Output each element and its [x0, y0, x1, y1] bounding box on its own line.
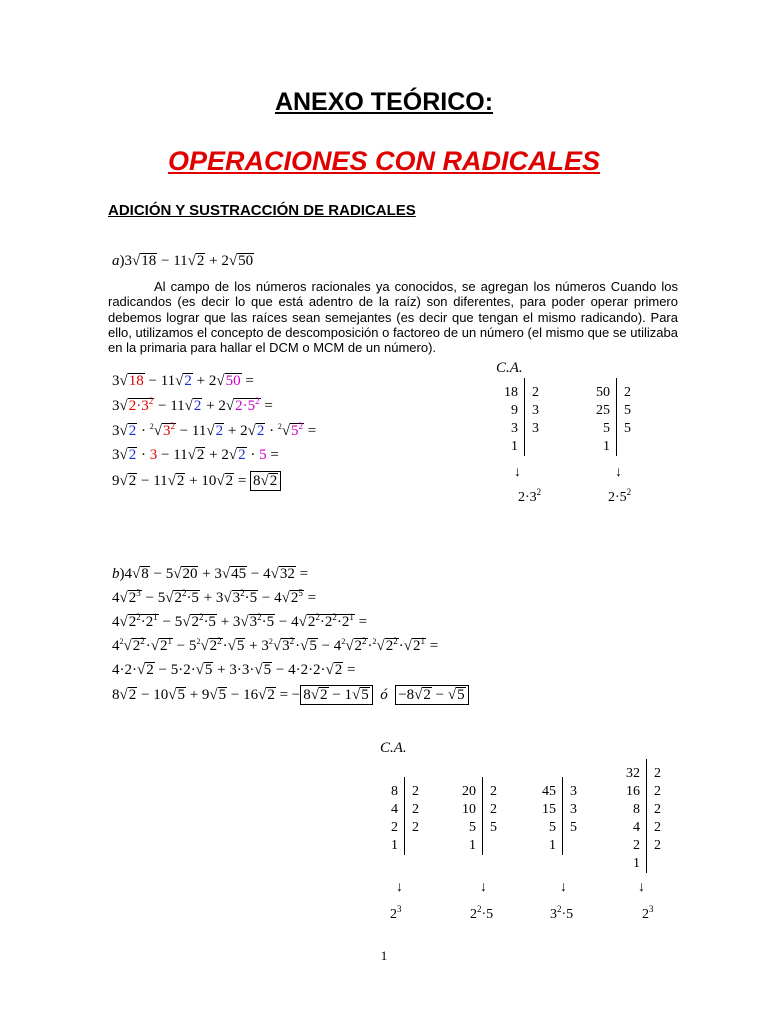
divisor: 2 [412, 784, 419, 799]
down-arrow-icon: ↓ [615, 465, 622, 480]
factorization-result: $2\cdot 3^2$ [518, 487, 542, 505]
factorization-result: $2\cdot 5^2$ [608, 487, 632, 505]
divisor: 2 [654, 820, 661, 835]
down-arrow-icon: ↓ [396, 880, 403, 895]
divisor: 3 [570, 802, 577, 817]
dividend: 50 [596, 385, 610, 400]
divisor: 5 [624, 421, 631, 436]
dividend: 1 [511, 439, 518, 454]
step-a-3: $3√2 \cdot ^2√3^2 - 11√2 + 2√2 \cdot ^2√5^2$ = [112, 421, 317, 439]
page-number: 1 [380, 948, 388, 963]
paragraph-text: Al campo de los números racionales ya conocidos, se agregan los números Cuando los radicandos (es decir lo que está adentro de la raíz) son diferentes, para poder operar primero debemos lograr que las raíces sean semejantes (es decir que tengan el mismo radicando). Para ello, utilizamos el concepto de descomposición o factoreo de un número (el mismo que se utilizaba en la primaria para hallar el DCM o MCM de un número). [108, 279, 678, 356]
dividend: 10 [462, 802, 476, 817]
divisor: 3 [532, 403, 539, 418]
step-b-5: 4·2·√2 − 5·2·√5 + 3·3·√5 − 4·2·2·√2 = [112, 662, 356, 678]
division-bar [482, 777, 483, 855]
divisor: 2 [624, 385, 631, 400]
dividend: 16 [626, 784, 640, 799]
division-bar [646, 759, 647, 873]
division-bar [524, 378, 525, 456]
dividend: 1 [469, 838, 476, 853]
ca-label-b: C.A. [380, 740, 407, 756]
step-a-2: $3√2\cdot 3^2 - 11√2 + 2√2\cdot 5^2$ = [112, 396, 273, 414]
step-b-6: 8√2 − 10√5 + 9√5 − 16√2 = − 8√2 − 1√5 ó −8√2 − √5 [112, 687, 469, 704]
divisor: 2 [654, 784, 661, 799]
dividend: 1 [633, 856, 640, 871]
dividend: 1 [603, 439, 610, 454]
step-a-4: 3√2 · 3 − 11√2 + 2√2 · 5 = [112, 447, 279, 463]
down-arrow-icon: ↓ [560, 880, 567, 895]
dividend: 9 [511, 403, 518, 418]
divisor: 2 [654, 766, 661, 781]
factorization-result: $2^3$ [390, 904, 402, 922]
divisor: 5 [624, 403, 631, 418]
dividend: 8 [391, 784, 398, 799]
step-b-3: $4√2^2\cdot 2^1 - 5√2^2\cdot 5 + 3√3^2\cdot 5 - 4√2^2\cdot 2^2\cdot 2^1$ = [112, 612, 368, 630]
section-heading: ADICIÓN Y SUSTRACCIÓN DE RADICALES [108, 202, 416, 219]
division-bar [616, 378, 617, 456]
down-arrow-icon: ↓ [514, 465, 521, 480]
divisor: 5 [490, 820, 497, 835]
dividend: 5 [603, 421, 610, 436]
divisor: 2 [412, 820, 419, 835]
division-bar [562, 777, 563, 855]
step-b-2: $4√2^3 - 5√2^2\cdot 5 + 3√3^2\cdot 5 - 4√2^5$ = [112, 588, 317, 606]
problem-a-statement: a)3√18 − 11√2 + 2√50 [112, 253, 254, 269]
ca-label-a: C.A. [496, 360, 523, 376]
step-a-1: 3√18 − 11√2 + 2√50 = [112, 373, 254, 389]
step-a-5: 9√2 − 11√2 + 10√2 = 8√2 [112, 473, 281, 490]
factorization-result: $2^2\cdot 5$ [470, 904, 494, 922]
dividend: 25 [596, 403, 610, 418]
divisor: 3 [570, 784, 577, 799]
dividend: 20 [462, 784, 476, 799]
dividend: 18 [504, 385, 518, 400]
divisor: 2 [412, 802, 419, 817]
dividend: 8 [633, 802, 640, 817]
dividend: 4 [633, 820, 640, 835]
divisor: 2 [654, 838, 661, 853]
divisor: 2 [490, 784, 497, 799]
dividend: 1 [549, 838, 556, 853]
dividend: 1 [391, 838, 398, 853]
step-b-1: b)4√8 − 5√20 + 3√45 − 4√32 = [112, 566, 309, 582]
dividend: 5 [469, 820, 476, 835]
dividend: 4 [391, 802, 398, 817]
page-subtitle: OPERACIONES CON RADICALES [167, 146, 601, 176]
down-arrow-icon: ↓ [480, 880, 487, 895]
division-bar [404, 777, 405, 855]
divisor: 5 [570, 820, 577, 835]
dividend: 2 [633, 838, 640, 853]
dividend: 5 [549, 820, 556, 835]
page-title: ANEXO TEÓRICO: [274, 88, 494, 116]
divisor: 2 [654, 802, 661, 817]
down-arrow-icon: ↓ [638, 880, 645, 895]
step-b-4: $4^2√2^2\cdot√2^1 - 5^2√2^2\cdot√5 + 3^2√3^2\cdot√5 - 4^2√2^2\cdot^2√2^2\cdot√2^1$ = [112, 636, 439, 654]
dividend: 32 [626, 766, 640, 781]
divisor: 3 [532, 421, 539, 436]
factorization-result: $3^2\cdot 5$ [550, 904, 574, 922]
explanation-paragraph [108, 279, 678, 355]
dividend: 15 [542, 802, 556, 817]
factorization-result: $2^3$ [642, 904, 654, 922]
dividend: 3 [511, 421, 518, 436]
dividend: 2 [391, 820, 398, 835]
divisor: 2 [532, 385, 539, 400]
dividend: 45 [542, 784, 556, 799]
divisor: 2 [490, 802, 497, 817]
